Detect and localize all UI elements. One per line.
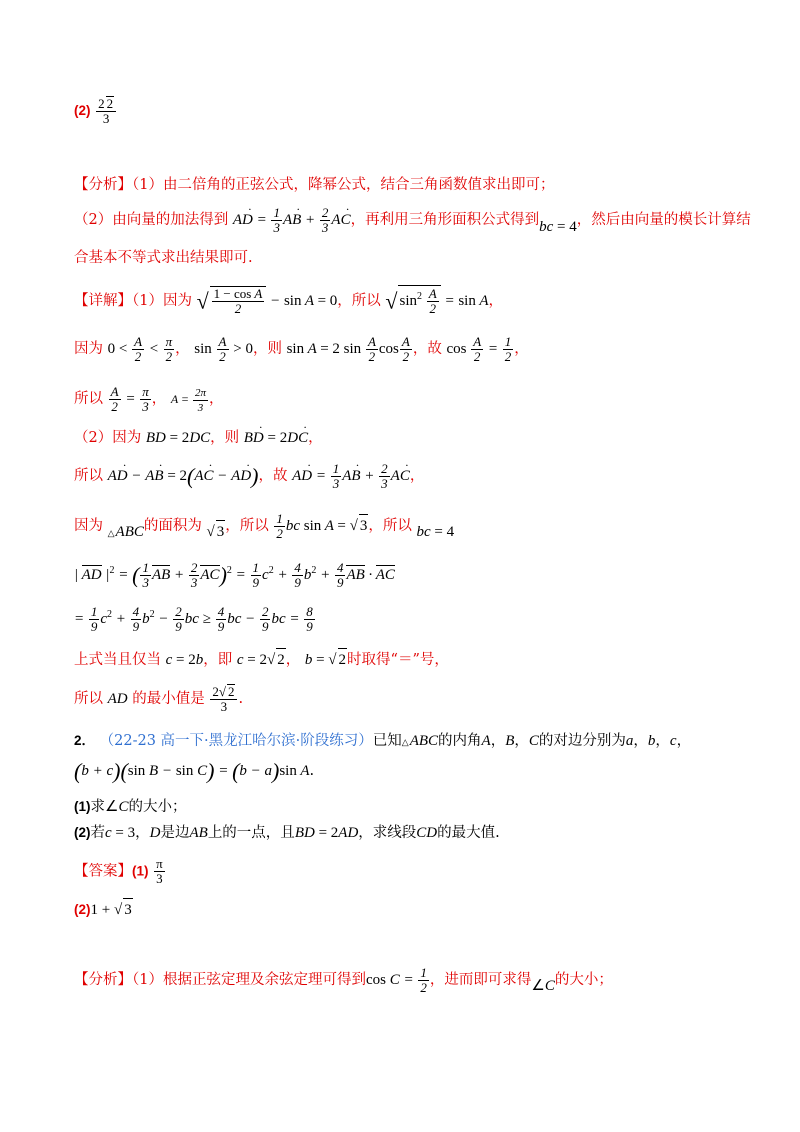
- detail-label: 【详解】: [74, 293, 132, 309]
- detail-line-4: （2）因为 BD = 2DC，则 · BD = 2· DC，: [74, 427, 323, 449]
- formula: cos $\frac{A}{2}$ = $\frac{1}{2}$: [446, 334, 512, 364]
- detail-text: ，故: [258, 467, 288, 484]
- detail-text: 所以: [74, 467, 103, 484]
- detail-text: 因为: [74, 340, 103, 357]
- detail-line-3: 所以 $\frac{A}{2}$ = $\frac{\pi}{3}$ ， A = $\frac{2\pi}{3}$ ，: [74, 384, 224, 414]
- answer-part2-label: (2): [74, 103, 91, 118]
- detail-text: ，所以: [337, 293, 381, 309]
- detail-text: ，: [285, 652, 301, 668]
- equality-condition-line: [74, 648, 449, 671]
- detail-line-5: 所以 · AD − · AB = 2(· AC − · AD)，故 · AD = $\frac{1}{3}$ · AB + $\frac{2}{3}$ · AC，: [74, 462, 424, 491]
- question-text: 的最大值.: [437, 825, 500, 841]
- fraction: $\frac{2√ 2}{3}$: [210, 684, 237, 714]
- analysis-text-2b: ，再利用三角形面积公式得到: [350, 211, 540, 228]
- analysis-text-2c: ，然后由向量的模长计算结: [576, 211, 751, 228]
- question-2-sub-1: [74, 796, 186, 818]
- formula: sin $\frac{A}{2}$ > 0: [194, 334, 253, 364]
- detail-text: ，所以: [225, 517, 269, 534]
- formula: △ABC: [401, 733, 439, 749]
- analysis-label: 【分析】: [74, 971, 132, 988]
- formula: | AD $|^2$ = ( $\frac{1}{3}$ AB + $\frac{2}{3}$ AC)$^2$ = $\frac{1}{9}$ $c^2$ + $\frac{4}{9}$ $b^2$ + $\frac{4}{9}$ AB · AC: [74, 560, 395, 591]
- detail-text: 的面积为: [143, 517, 202, 534]
- detail-text: ，则: [252, 340, 282, 357]
- formula: cos C = $\frac{1}{2}$: [365, 965, 427, 995]
- question-2-line-2: (b + c)(sin B − sin C) = (b − a)sin A.: [74, 758, 315, 784]
- question-text: 的大小；: [128, 799, 187, 815]
- formula: √ 3: [206, 524, 225, 540]
- detail-line-6: [74, 512, 454, 541]
- analysis-text: ，进而即可求得: [429, 971, 532, 988]
- answer-part2-line: [74, 96, 117, 126]
- question-text: 是边: [160, 825, 190, 841]
- formula: A = $\frac{2\pi}{3}$: [170, 386, 207, 414]
- analysis-text: 的大小；: [554, 971, 613, 988]
- question-number: 2．: [74, 733, 96, 748]
- detail-text: 所以: [74, 390, 103, 407]
- answer-part2-label: (2): [74, 902, 91, 917]
- min-value-line: 所以 AD 的最小值是 $\frac{2√ 2}{3}$ .: [74, 684, 244, 714]
- formula: c = 3: [105, 825, 136, 841]
- formula: sin A = 2 sin $\frac{A}{2}$ cos $\frac{A}{2}$: [286, 334, 410, 364]
- formula: ∠C: [105, 799, 129, 815]
- subquestion-label: (1): [74, 799, 91, 814]
- formula: · AD = $\frac{1}{3}$ · AB + $\frac{2}{3}$ · AC: [292, 468, 410, 484]
- detail-text: 上式当且仅当: [74, 652, 161, 668]
- formula: BD = 2AD: [294, 825, 359, 841]
- formula: AD: [107, 691, 128, 707]
- question-text: ，求线段: [358, 825, 417, 841]
- analysis-text-1: （1）由二倍角的正弦公式，降幂公式，结合三角函数值求出即可；: [132, 177, 555, 193]
- formula: · AD − · AB = 2(· AC − · AD): [108, 468, 259, 484]
- formula: √ $\frac{\text{1 − cos A}}{2}$ − sin A = 0: [196, 286, 338, 317]
- detail-line-2: 因为 0 < $\frac{A}{2}$ < $\frac{\pi}{2}$ ， sin $\frac{A}{2}$ > 0，则 sin A = 2 sin $\frac{A}{2}$ cos $\frac{A}{2}$ ，故 cos $\frac{A}{2}$ = $\frac{1}{2}$ ，: [74, 334, 529, 364]
- formula: · AD = $\frac{1}{3}$ · AB + $\frac{2}{3}$ · AC: [233, 212, 351, 228]
- detail-line-1: 【详解】（1）因为 √ $\frac{\text{1 − cos A}}{2}$ − sin A = 0，所以 √ $\sin^2$ $\frac{A}{2}$ = sin A，: [74, 286, 503, 317]
- detail-text: （1）因为: [132, 293, 192, 309]
- formula: △ABC: [107, 523, 144, 540]
- formula: BD = 2DC: [145, 430, 211, 446]
- answer-part1-label: (1): [132, 863, 149, 879]
- fraction: $\frac{\pi}{3}$: [156, 856, 163, 886]
- formula: 1 + √ 3: [91, 902, 133, 918]
- formula: bc = 4: [416, 523, 455, 540]
- analysis-line-2: [74, 206, 751, 235]
- analysis-text-2a: （2）由向量的加法得到: [74, 211, 229, 228]
- question-text: 求: [90, 799, 105, 815]
- formula-line-1: [74, 560, 395, 590]
- answer-label: 【答案】: [74, 863, 132, 880]
- formula: c = 2√ 2: [237, 652, 286, 668]
- formula: ∠C: [531, 977, 555, 994]
- formula: √ $\sin^2$ $\frac{A}{2}$ = sin A: [385, 286, 489, 317]
- detail-text: ，故: [412, 340, 442, 357]
- analysis2-line: [74, 966, 613, 995]
- formula: $\frac{A}{2}$ = $\frac{\pi}{3}$: [110, 384, 149, 414]
- detail-text: 因为: [74, 517, 103, 534]
- formula: · BD = 2· DC: [244, 430, 308, 446]
- analysis-label: 【分析】: [74, 177, 132, 193]
- formula: $\frac{1}{2}$ bc sin A = √ 3: [276, 511, 368, 541]
- formula: 0 < $\frac{A}{2}$ < $\frac{\pi}{2}$: [107, 334, 173, 364]
- detail-text: ，所以: [368, 517, 412, 534]
- detail-text: 的最小值是: [132, 691, 205, 707]
- analysis-text: （1）根据正弦定理及余弦定理可得到: [132, 971, 366, 988]
- fraction: $\frac{2 2}{3}$: [96, 96, 116, 126]
- question-text: 的对边分别为: [538, 733, 626, 749]
- analysis-line-3: [74, 247, 253, 269]
- analysis-line-1: [74, 174, 554, 196]
- question-text: 已知: [372, 733, 402, 749]
- detail-text: ，即: [203, 652, 233, 668]
- answer-line-2: [74, 898, 133, 921]
- formula: bc = 4: [539, 218, 577, 235]
- formula: c = 2b: [165, 652, 204, 668]
- formula: = $\frac{1}{9}$ $c^2$ + $\frac{4}{9}$ $b^2$ − $\frac{2}{9}$ bc ≥ $\frac{4}{9}$ bc − $\frac{2}{9}$ bc = $\frac{8}{9}$: [74, 604, 313, 635]
- question-text: 上的一点，且: [207, 825, 295, 841]
- question-text: ，: [135, 825, 150, 841]
- detail-text: 时取得“＝”号，: [347, 652, 449, 668]
- question-2-line-1: 2． （22-23 高一下·黑龙江哈尔滨·阶段练习）已知△ABC的内角A，B，C的对边分别为a，b，c，: [74, 733, 692, 749]
- formula-line-2: [74, 604, 316, 634]
- formula: (b + c)(sin B − sin C) = (b − a)sin A: [74, 758, 310, 784]
- question-2-sub-2: (2)若c = 3，D是边AB上的一点，且BD = 2AD，求线段CD的最大值.: [74, 825, 500, 841]
- question-text: 的内角: [438, 733, 482, 749]
- analysis-text-2d: 合基本不等式求出结果即可.: [74, 250, 253, 266]
- detail-text: ，则: [210, 430, 240, 446]
- answer-line-1: [74, 857, 166, 886]
- detail-text: 所以: [74, 691, 103, 707]
- question-text: 若: [90, 825, 105, 841]
- detail-text: （2）因为: [74, 430, 142, 446]
- subquestion-label: (2): [74, 825, 91, 840]
- formula: b = √ 2: [305, 652, 347, 668]
- question-source: （22-23 高一下·黑龙江哈尔滨·阶段练习）: [99, 733, 373, 749]
